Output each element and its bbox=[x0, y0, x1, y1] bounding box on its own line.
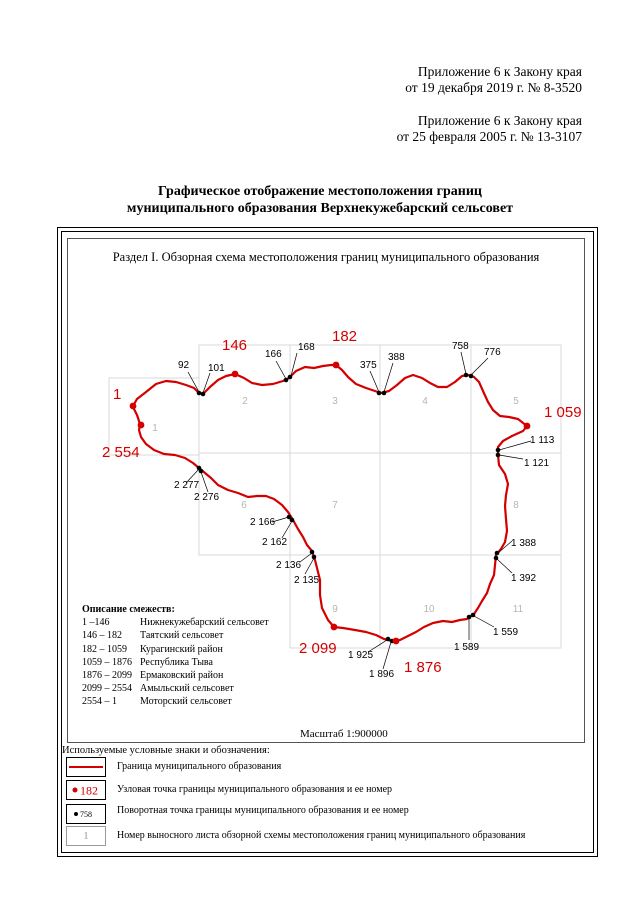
sheet-number-3: 3 bbox=[332, 396, 338, 407]
sheet-number-10: 10 bbox=[423, 604, 435, 615]
boundary-line bbox=[133, 365, 527, 641]
turning-point-1388 bbox=[495, 551, 500, 556]
turning-label-2166: 2 166 bbox=[250, 517, 276, 528]
nodal-point-1876 bbox=[393, 638, 400, 645]
header-line-3: Приложение 6 к Закону края bbox=[417, 113, 582, 128]
sheet-number-11: 11 bbox=[512, 604, 524, 615]
legend-text-boundary: Граница муниципального образования bbox=[117, 761, 282, 772]
adjacency-row bbox=[82, 656, 269, 669]
sheet-number-8: 8 bbox=[513, 500, 519, 511]
turning-label-776: 776 bbox=[484, 347, 501, 358]
nodal-label-1059: 1 059 bbox=[544, 404, 582, 421]
adjacency-name: Ермаковский район bbox=[140, 670, 224, 682]
adjacency-row bbox=[82, 695, 269, 708]
title-line-1: Графическое отображение местоположения границ bbox=[158, 184, 482, 199]
turning-label-1388: 1 388 bbox=[511, 538, 537, 549]
turning-label-375: 375 bbox=[360, 360, 377, 371]
legend-text-nodal: Узловая точка границы муниципального образования и ее номер bbox=[117, 784, 393, 795]
turning-label-2162: 2 162 bbox=[262, 537, 288, 548]
legend-text-turning: Поворотная точка границы муниципального образования и ее номер bbox=[117, 805, 409, 816]
title-line-2: муниципального образования Верхнекужебарский сельсовет bbox=[126, 201, 514, 216]
adjacency-range: 1059 – 1876 bbox=[82, 656, 132, 668]
turning-label-1896: 1 896 bbox=[369, 669, 395, 680]
legend-nodal-number: 182 bbox=[80, 783, 98, 798]
turning-label-1589: 1 589 bbox=[454, 642, 480, 653]
turning-label-758: 758 bbox=[452, 341, 469, 352]
legend-sample-turning bbox=[66, 804, 106, 824]
sheet-number-5: 5 bbox=[513, 396, 519, 407]
nodal-points bbox=[130, 362, 531, 645]
nodal-point-146 bbox=[232, 371, 239, 378]
turning-point-776 bbox=[469, 374, 474, 379]
nodal-label-1: 1 bbox=[113, 386, 122, 403]
nodal-point-2099 bbox=[331, 624, 338, 631]
turning-label-388: 388 bbox=[388, 352, 405, 363]
adjacency-range: 1 –146 bbox=[82, 617, 110, 629]
turning-label-101: 101 bbox=[208, 363, 225, 374]
header-line-1: Приложение 6 к Закону края bbox=[417, 64, 582, 79]
legend-title: Используемые условные знаки и обозначения: bbox=[62, 745, 270, 756]
sheet-number-7: 7 bbox=[332, 500, 338, 511]
adjacency-description bbox=[82, 603, 269, 709]
sheet-number-2: 2 bbox=[242, 396, 248, 407]
nodal-point-1 bbox=[130, 403, 137, 410]
adjacency-name: Моторский сельсовет bbox=[140, 696, 232, 708]
turning-label-2135: 2 135 bbox=[294, 575, 320, 586]
turning-label-168: 168 bbox=[298, 342, 315, 353]
turning-label-166: 166 bbox=[265, 349, 282, 360]
header-line-4: от 25 февраля 2005 г. № 13-3107 bbox=[396, 129, 582, 144]
adjacency-name: Курагинский район bbox=[140, 643, 223, 655]
legend-turning-number: 758 bbox=[80, 810, 92, 819]
adjacency-range: 2554 – 1 bbox=[82, 696, 117, 708]
adjacency-row bbox=[82, 616, 269, 629]
legend-sheet-number: 1 bbox=[83, 830, 89, 842]
sheet-cell-7b bbox=[380, 453, 471, 555]
nodal-label-2554: 2 554 bbox=[102, 444, 140, 461]
section-title: Раздел I. Обзорная схема местоположения границ муниципального образования bbox=[112, 250, 540, 264]
turning-label-1392: 1 392 bbox=[511, 573, 537, 584]
nodal-point-1059 bbox=[524, 423, 531, 430]
turning-point-2136 bbox=[310, 550, 315, 555]
legend-sample-boundary bbox=[66, 757, 106, 777]
sheet-number-9: 9 bbox=[332, 604, 338, 615]
nodal-label-1876: 1 876 bbox=[404, 659, 442, 676]
nodal-point-2554 bbox=[138, 422, 145, 429]
sheet-number-4: 4 bbox=[422, 396, 428, 407]
header-line-2: от 19 декабря 2019 г. № 8-3520 bbox=[405, 80, 582, 95]
adjacency-name: Амыльский сельсовет bbox=[140, 683, 234, 695]
adjacency-range: 1876 – 2099 bbox=[82, 670, 132, 682]
nodal-label-182: 182 bbox=[332, 328, 358, 345]
nodal-label-146: 146 bbox=[222, 337, 248, 354]
legend-sample-nodal bbox=[66, 780, 106, 800]
sheet-cell-10 bbox=[380, 555, 471, 648]
turning-label-1121: 1 121 bbox=[524, 458, 550, 469]
adjacency-row bbox=[82, 629, 269, 642]
turning-point-168 bbox=[288, 375, 293, 380]
adjacency-heading: Описание смежеств: bbox=[82, 604, 175, 615]
adjacency-row bbox=[82, 643, 269, 656]
adjacency-row bbox=[82, 682, 269, 695]
turning-label-92: 92 bbox=[178, 360, 190, 371]
adjacency-range: 182 – 1059 bbox=[82, 643, 127, 655]
adjacency-name: Таятский сельсовет bbox=[140, 630, 224, 642]
turning-label-2277: 2 277 bbox=[174, 480, 200, 491]
nodal-label-2099: 2 099 bbox=[299, 640, 337, 657]
turning-label-1559: 1 559 bbox=[493, 627, 519, 638]
turning-label-2136: 2 136 bbox=[276, 560, 302, 571]
adjacency-range: 2099 – 2554 bbox=[82, 683, 132, 695]
sheet-number-1: 1 bbox=[152, 423, 158, 434]
turning-label-1925: 1 925 bbox=[348, 650, 374, 661]
adjacency-name: Нижнекужебарский сельсовет bbox=[140, 617, 269, 629]
map-scale: Масштаб 1:900000 bbox=[300, 728, 388, 740]
adjacency-name: Республика Тыва bbox=[140, 656, 213, 668]
nodal-point-182 bbox=[333, 362, 340, 369]
turning-label-2276: 2 276 bbox=[194, 492, 220, 503]
legend-sample-sheet bbox=[66, 826, 106, 846]
turning-label-1113: 1 113 bbox=[530, 435, 555, 446]
legend-text-sheet: Номер выносного листа обзорной схемы местоположения границ муниципального образования bbox=[117, 830, 526, 841]
adjacency-range: 146 – 182 bbox=[82, 630, 122, 642]
adjacency-row bbox=[82, 669, 269, 682]
sheet-number-6: 6 bbox=[241, 500, 247, 511]
sheet-cell-9 bbox=[290, 555, 380, 648]
